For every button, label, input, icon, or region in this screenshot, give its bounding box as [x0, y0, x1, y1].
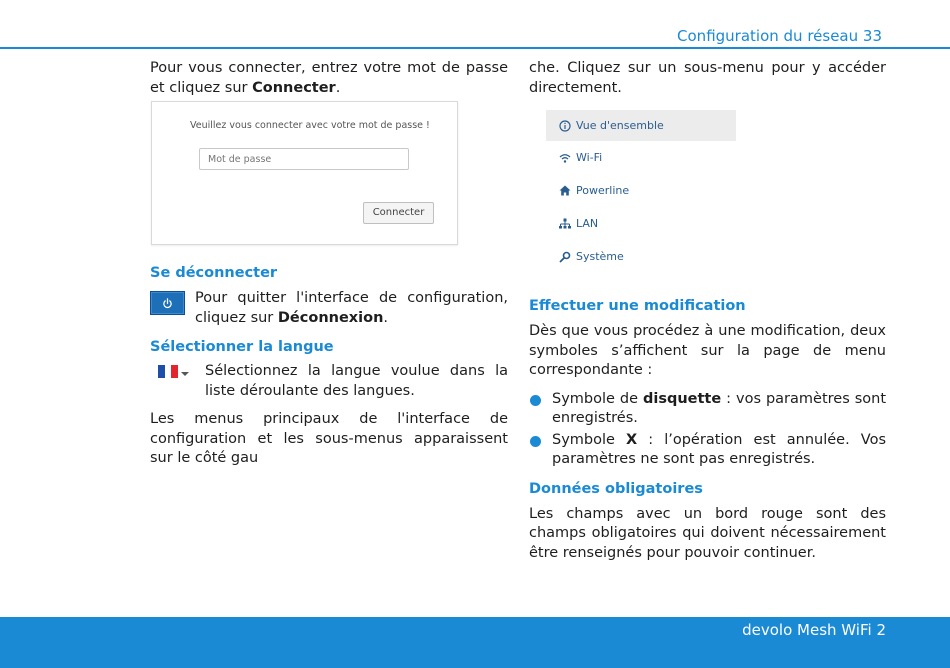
logout-text-end: .	[383, 309, 389, 326]
logout-heading: Se déconnecter	[150, 265, 278, 281]
menus-continued-text: che. Cliquez sur un sous-menu pour y accéder directement.	[529, 60, 886, 96]
french-flag-icon	[158, 365, 178, 378]
logout-row	[150, 289, 508, 328]
connect-button[interactable]: Connecter	[363, 202, 434, 224]
list-item-cancel	[529, 431, 886, 470]
login-instructions-end: .	[335, 79, 341, 96]
list-item-save	[529, 390, 886, 429]
menu-item-wifi[interactable]	[546, 141, 886, 174]
flag-stripe-red	[171, 365, 178, 378]
info-icon	[558, 119, 571, 132]
logout-text-main: Pour quitter l'interface de configuration, cliquez sur	[195, 290, 508, 326]
bullet-bold: disquette	[642, 390, 722, 407]
required-heading: Données obligatoires	[529, 480, 703, 497]
right-column	[529, 59, 886, 563]
login-instructions-bold: Connecter	[252, 79, 336, 96]
modify-bullet-list	[529, 390, 886, 470]
footer-product-name: devolo Mesh WiFi 2	[742, 621, 886, 639]
bullet-text: Symbole de	[552, 390, 643, 407]
home-icon	[558, 184, 571, 197]
menu-item-overview[interactable]	[546, 110, 736, 141]
header-rule	[0, 47, 950, 49]
network-icon	[558, 217, 571, 230]
left-column	[150, 59, 508, 469]
menu-item-system[interactable]	[546, 240, 886, 273]
page-header-title: Configuration du réseau 33	[677, 27, 882, 45]
modify-text: Dès que vous procédez à une modification, deux symboles s’affichent sur la page de menu correspondante :	[529, 323, 886, 378]
login-prompt: Veuillez vous connecter avec votre mot de passe !	[190, 120, 430, 131]
login-instructions-text: Pour vous connecter, entrez votre mot de passe et cliquez sur	[150, 60, 508, 96]
language-text: Sélectionnez la langue voulue dans la liste déroulante des langues.	[205, 363, 508, 399]
bullet-text: : l’opération est annulée. Vos paramètres ne sont pas enregistrés.	[552, 431, 886, 467]
language-heading: Sélectionner la langue	[150, 339, 334, 355]
page-footer	[0, 617, 950, 668]
menu-item-powerline[interactable]	[546, 174, 886, 207]
bullet-bold: X	[626, 431, 638, 448]
settings-icon	[558, 250, 571, 263]
bullet-text: Symbole	[552, 431, 627, 448]
power-icon	[162, 298, 173, 309]
bullet-text: : vos paramètres sont enregistrés.	[552, 390, 887, 426]
menu-screenshot	[546, 110, 886, 273]
menu-item-label: Wi-Fi	[576, 150, 603, 164]
wifi-icon	[558, 151, 571, 164]
chevron-down-icon	[181, 371, 189, 377]
required-text: Les champs avec un bord rouge sont des champs obligatoires qui doivent nécessairement être renseignés pour pouvoir continuer.	[529, 505, 886, 561]
login-screenshot	[151, 101, 458, 245]
menu-item-lan[interactable]	[546, 207, 886, 240]
password-input[interactable]	[199, 148, 409, 170]
modify-heading: Effectuer une modification	[529, 298, 746, 314]
menu-item-label: LAN	[576, 216, 599, 230]
language-row	[150, 362, 508, 401]
logout-power-button[interactable]	[150, 291, 185, 315]
menus-text: Les menus principaux de l'interface de configuration et les sous-menus apparaissent sur le côté gau	[150, 411, 508, 466]
logout-text	[195, 289, 508, 328]
login-instructions	[150, 59, 508, 98]
menu-item-label: Système	[576, 249, 624, 263]
logout-text-bold: Déconnexion	[277, 309, 384, 326]
menu-item-label: Powerline	[576, 183, 630, 197]
language-select[interactable]	[158, 365, 202, 378]
flag-stripe-white	[165, 365, 172, 378]
menu-item-label: Vue d'ensemble	[576, 118, 664, 132]
flag-stripe-blue	[158, 365, 165, 378]
